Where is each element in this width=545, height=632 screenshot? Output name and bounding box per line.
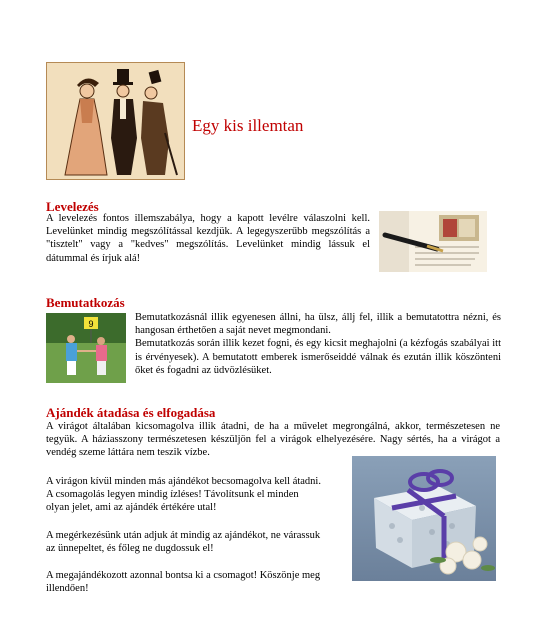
bemutatkozas-paragraph-2: Bemutatkozás során illik kezet fogni, és egy kicsit meghajolni (a kézfogás szabályai itt is érvényesek). A bemutatott emberek ismerőseiddé válnak és ezután illik köszönteni őket és fogadni az üdvözlésüket.	[135, 338, 501, 376]
ajandek-paragraph-2: A virágon kívül minden más ajándékot becsomagolva kell átadni. A csomagolás legyen mindig ízléses! Távolítsunk el minden olyan jelet, ami az ajándék értékére utal!	[46, 476, 321, 514]
section-heading-bemutatkozas: Bemutatkozás	[46, 295, 125, 310]
golf-handshake-drawing	[46, 313, 126, 383]
sign-number: 9	[88, 319, 94, 329]
letter-pen-drawing	[379, 211, 487, 272]
page-title: Egy kis illemtan	[192, 116, 304, 135]
bemutatkozas-text	[135, 311, 501, 377]
victorian-couple-illustration	[46, 62, 185, 180]
section-heading-ajandek: Ajándék átadása és elfogadása	[46, 405, 216, 420]
section-heading-levelezes: Levelezés	[46, 199, 99, 214]
levelezes-text: A levelezés fontos illemszabálya, hogy a kapott levélre válaszolni kell. Levelünket mindig megszólítással kezdjük. A legegyszerűbb megszólítás a "tisztelt" vagy a "kedves" megszólítás. Levelünket mindig lássuk el dátummal és írjuk alá!	[46, 213, 370, 264]
victorian-figures-drawing	[47, 63, 184, 179]
ajandek-paragraph-3: A megérkezésünk után adjuk át mindig az ajándékot, ne várassuk az ünnepeltet, és főleg ne dugdossuk el!	[46, 530, 321, 555]
gift-box-drawing	[352, 456, 496, 581]
ajandek-paragraph-1: A virágot általában kicsomagolva illik átadni, de ha a művelet megrongálná, akkor, természetesen ne tegyük. A háziasszony természetesen készüljön fel a virágok elhelyezésére. Nagy sértés, ha a virágot a vendég szeme láttára nem teszik vízbe.	[46, 421, 500, 459]
ajandek-paragraph-4: A megajándékozott azonnal bontsa ki a csomagot! Köszönje meg illendően!	[46, 570, 321, 595]
handshake-photo	[46, 313, 126, 383]
letter-and-pen-photo	[379, 211, 487, 272]
bemutatkozas-paragraph-1: Bemutatkozásnál illik egyenesen állni, ha ülsz, állj fel, illik a bemutatottra nézni, és hangosan érthetően a saját nevet megmondani.	[135, 312, 501, 337]
gift-box-photo	[352, 456, 496, 581]
